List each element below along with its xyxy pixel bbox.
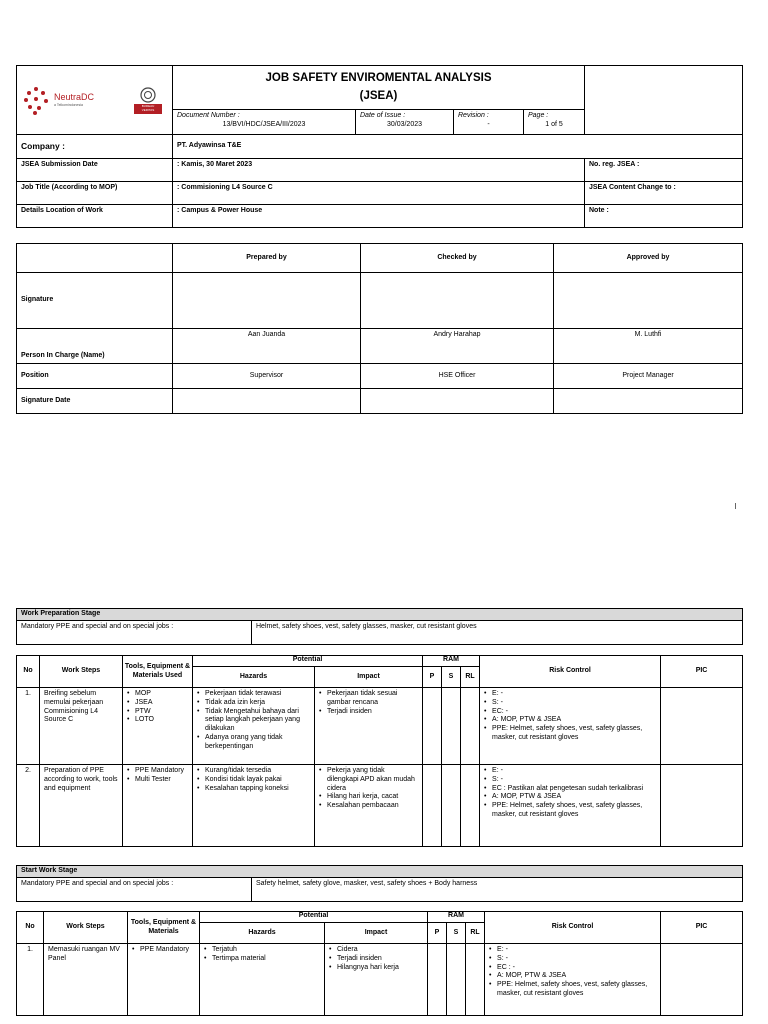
tool-item: • Multi Tester [127,776,188,785]
jobtitle-label: Job Title (According to MOP) [17,182,173,205]
document-title [173,66,585,110]
col-impact: Impact [315,667,423,688]
risk-control-item: • A: MOP, PTW & JSEA [484,716,656,725]
pic-cell [661,944,743,1016]
tools-cell [123,765,193,847]
revision-cell [454,110,524,135]
hazard-list [197,767,310,793]
tool-item: • JSEA [127,699,188,708]
col-rl: RL [461,667,480,688]
position-prepared: Supervisor [173,364,361,389]
title-line-1: JOB SAFETY ENVIROMENTAL ANALYSIS [265,71,492,84]
hazard-item: • Kesalahan tapping koneksi [197,785,310,794]
company-label: Company : [17,135,173,159]
date-value: 30/03/2023 [386,120,423,128]
doc-number-value: 13/BVI/HDC/JSEA/III/2023 [222,120,306,128]
col-tools: Tools, Equipment & Materials Used [123,656,193,688]
tools-cell [123,688,193,765]
noreg-label: No. reg. JSEA : [585,159,743,182]
ram-s-cell [442,688,461,765]
stage2-title: Start Work Stage [17,866,743,878]
work-step: Memasuki ruangan MV Panel [44,944,128,1016]
hazard-list [204,946,320,964]
risk-control-item: • A: MOP, PTW & JSEA [484,793,656,802]
approved-by-header: Approved by [554,244,743,273]
pic-cell [661,765,743,847]
col-s: S [447,923,466,944]
hazards-cell [193,688,315,765]
ram-rl-cell [461,765,480,847]
col-pic: PIC [661,656,743,688]
ram-s-cell [442,765,461,847]
hazards-cell [193,765,315,847]
stage2-ppe-value: Safety helmet, safety glove, masker, vest, safety shoes + Body harness [252,877,743,901]
hazard-item: • Adanya orang yang tidak berkepentingan [197,734,310,752]
logo-text: NeutraDC [54,92,95,103]
approval-table [16,243,743,414]
ram-rl-cell [466,944,485,1016]
location-value: : Campus & Power House [173,205,585,228]
risk-control-item: • EC: - [484,708,656,717]
stage1-header-table [16,608,743,645]
risk-control-item: • PPE: Helmet, safety shoes, vest, safety glasses, masker, cut resistant gloves [484,725,656,743]
risk-control-list [484,767,656,820]
row-number: 1. [17,688,40,765]
stage2-header-table [16,865,743,902]
hazard-list [197,690,310,751]
tool-list [127,690,188,725]
title-line-2: (JSEA) [359,89,398,102]
work-prep-rows [17,688,743,847]
impact-list [329,946,423,972]
col-p: P [423,667,442,688]
work-prep-table [16,655,743,847]
tools-cell [128,944,200,1016]
signature-approved [554,273,743,329]
tool-list [127,767,188,785]
stage1-ppe-value: Helmet, safety shoes, vest, safety glasses, masker, cut resistant gloves [252,620,743,644]
signature-checked [361,273,554,329]
col-hazards: Hazards [200,923,325,944]
impact-item: • Terjadi insiden [319,708,418,717]
risk-control-item: • E: - [489,946,656,955]
risk-control-item: • PPE: Helmet, safety shoes, vest, safety glasses, masker, cut resistant gloves [484,802,656,820]
hazards-cell [200,944,325,1016]
impact-list [319,690,418,716]
ram-p-cell [423,688,442,765]
col-impact: Impact [325,923,428,944]
start-work-table [16,911,743,1016]
signature-date-approved [554,389,743,414]
col-steps: Work Steps [44,912,128,944]
col-p: P [428,923,447,944]
hazard-item: • Tertimpa material [204,955,320,964]
date-label: Date of Issue : [360,112,406,119]
risk-control-item: • PPE: Helmet, safety shoes, vest, safety glasses, masker, cut resistant gloves [489,981,656,999]
page-value: 1 of 5 [545,120,563,128]
risk-control-item: • S: - [484,699,656,708]
col-no: No [17,912,44,944]
hazard-item: • Pekerjaan tidak terawasi [197,690,310,699]
company-value: PT. Adyawinsa T&E [173,135,743,159]
tool-item: • PTW [127,708,188,717]
impact-item: • Pekerjaan tidak sesuai gambar rencana [319,690,418,708]
row-number: 1. [17,944,44,1016]
col-risk: Risk Control [485,912,661,944]
stage1-ppe-label: Mandatory PPE and special and on special jobs : [17,620,252,644]
risk-control-item: • E: - [484,767,656,776]
signature-date-label: Signature Date [17,389,173,414]
signature-date-prepared [173,389,361,414]
risk-control-item: • S: - [489,955,656,964]
col-hazards: Hazards [193,667,315,688]
content-change-label: JSEA Content Change to : [585,182,743,205]
impact-item: • Terjadi insiden [329,955,423,964]
jobtitle-value: : Commisioning L4 Source C [173,182,585,205]
doc-number-label: Document Number : [177,112,240,119]
location-label: Details Location of Work [17,205,173,228]
note-label: Note : [585,205,743,228]
col-rl: RL [466,923,485,944]
col-ram: RAM [423,656,480,667]
tool-item: • PPE Mandatory [127,767,188,776]
stage1-title: Work Preparation Stage [17,609,743,621]
pic-checked: Andry Harahap [361,329,554,364]
col-pic: PIC [661,912,743,944]
ram-p-cell [428,944,447,1016]
col-potential: Potential [200,912,428,923]
row-number: 2. [17,765,40,847]
ram-rl-cell [461,688,480,765]
hazard-item: • Kurang/tidak tersedia [197,767,310,776]
hazard-item: • Tidak Mengetahui bahaya dari setiap langkah pekerjaan yang dilakukan [197,708,310,734]
pic-cell [661,688,743,765]
tool-list [132,946,195,955]
pic-prepared: Aan Juanda [173,329,361,364]
bv-seal-icon [140,86,156,104]
logo-cell [17,66,173,135]
table-row [17,944,743,1016]
risk-control-item: • EC : - [489,964,656,973]
impact-cell [315,688,423,765]
header-blank-cell [585,66,743,135]
risk-control-item: • A: MOP, PTW & JSEA [489,972,656,981]
position-checked: HSE Officer [361,364,554,389]
col-ram: RAM [428,912,485,923]
pic-label: Person In Charge (Name) [17,329,173,364]
hazard-item: • Tidak ada izin kerja [197,699,310,708]
impact-item: • Kesalahan pembacaan [319,802,418,811]
header-table [16,65,743,228]
pic-approved: M. Luthfi [554,329,743,364]
bureau-veritas-logo [134,86,162,113]
date-cell [356,110,454,135]
col-potential: Potential [193,656,423,667]
hazard-item: • Kondisi tidak layak pakai [197,776,310,785]
revision-label: Revision : [458,112,489,119]
risk-control-item: • E: - [484,690,656,699]
signature-prepared [173,273,361,329]
start-work-rows [17,944,743,1016]
submission-label: JSEA Submission Date [17,159,173,182]
impact-item: • Hilangnya hari kerja [329,964,423,973]
stage2-ppe-label: Mandatory PPE and special and on special jobs : [17,877,252,901]
risk-control-item: • S: - [484,776,656,785]
impact-list [319,767,418,811]
work-step: Preparation of PPE according to work, tools and equipment [40,765,123,847]
col-risk: Risk Control [480,656,661,688]
neutradc-logo-icon [21,85,51,115]
risk-control-item: • EC : Pastikan alat pengetesan sudah terkalibrasi [484,785,656,794]
ram-s-cell [447,944,466,1016]
risk-control-list [484,690,656,743]
col-no: No [17,656,40,688]
position-label: Position [17,364,173,389]
impact-item: • Hilang hari kerja, cacat [319,793,418,802]
logo-subtext: a Telkomindonesia [54,103,83,108]
stray-mark [735,503,736,509]
position-approved: Project Manager [554,364,743,389]
bv-text: BUREAU VERITAS [134,104,162,113]
tool-item: • PPE Mandatory [132,946,195,955]
risk-control-cell [480,765,661,847]
revision-value: - [487,120,490,128]
col-steps: Work Steps [40,656,123,688]
col-s: S [442,667,461,688]
doc-number-cell [173,110,356,135]
approval-corner [17,244,173,273]
impact-item: • Cidera [329,946,423,955]
work-step: Breifing sebelum memulai pekerjaan Commisioning L4 Source C [40,688,123,765]
risk-control-list [489,946,656,999]
checked-by-header: Checked by [361,244,554,273]
page-cell [524,110,585,135]
impact-cell [325,944,428,1016]
risk-control-cell [480,688,661,765]
prepared-by-header: Prepared by [173,244,361,273]
page-label: Page : [528,112,549,119]
tool-item: • MOP [127,690,188,699]
impact-cell [315,765,423,847]
hazard-item: • Terjatuh [204,946,320,955]
submission-value: : Kamis, 30 Maret 2023 [173,159,585,182]
impact-item: • Pekerja yang tidak dilengkapi APD akan mudah cidera [319,767,418,793]
table-row [17,688,743,765]
signature-label: Signature [17,273,173,329]
table-row [17,765,743,847]
ram-p-cell [423,765,442,847]
signature-date-checked [361,389,554,414]
col-tools: Tools, Equipment & Materials [128,912,200,944]
tool-item: • LOTO [127,716,188,725]
risk-control-cell [485,944,661,1016]
